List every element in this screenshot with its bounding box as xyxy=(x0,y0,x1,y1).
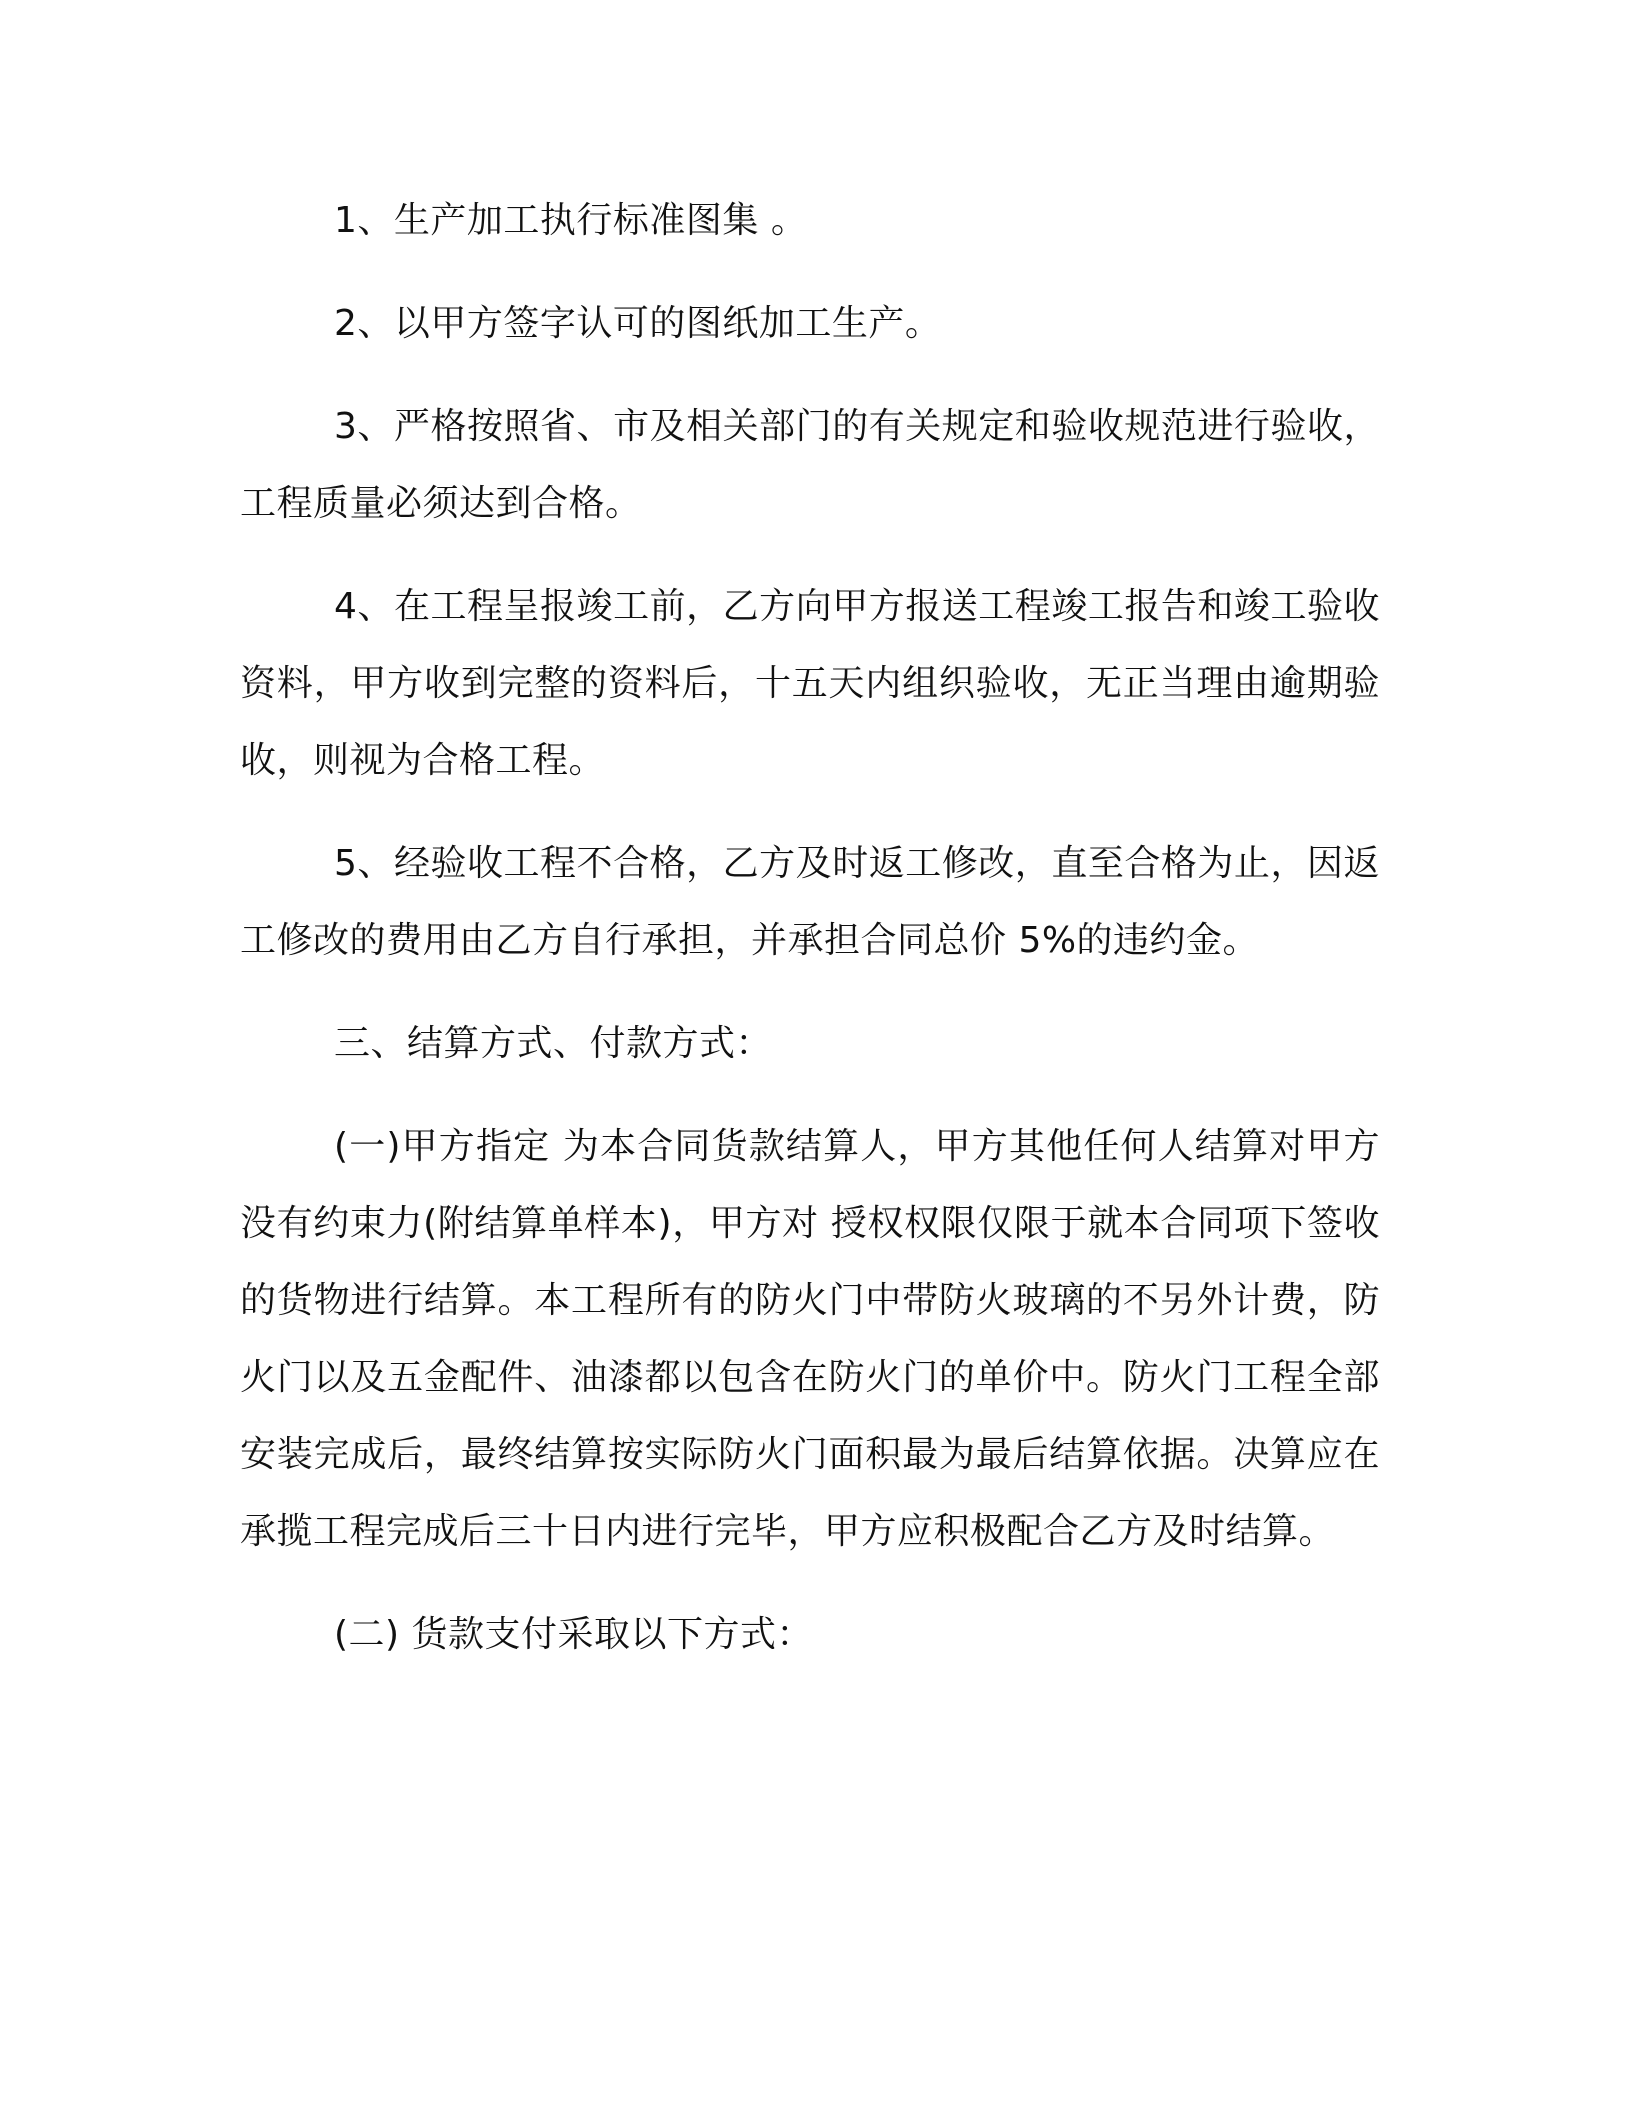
paragraph-item-4: 4、在工程呈报竣工前，乙方向甲方报送工程竣工报告和竣工验收资料，甲方收到完整的资料后，十五天内组织验收，无正当理由逾期验收，则视为合格工程。 xyxy=(240,586,1380,781)
paragraph-item-5: 5、经验收工程不合格，乙方及时返工修改，直至合格为止，因返工修改的费用由乙方自行承担，并承担合同总价 5%的违约金。 xyxy=(240,843,1380,961)
paragraph-item-2: 2、以甲方签字认可的图纸加工生产。 xyxy=(334,303,942,344)
paragraph-item-1: 1、生产加工执行标准图集 。 xyxy=(334,200,808,241)
document-body xyxy=(240,182,1380,1699)
section-heading-settlement: 三、结算方式、付款方式： xyxy=(334,1023,773,1064)
clause-payment-method: (二) 货款支付采取以下方式： xyxy=(334,1614,814,1655)
paragraph-item-3: 3、严格按照省、市及相关部门的有关规定和验收规范进行验收，工程质量必须达到合格。 xyxy=(240,406,1380,524)
clause-settlement-person: (一)甲方指定 为本合同货款结算人，甲方其他任何人结算对甲方没有约束力(附结算单样本)，甲方对 授权权限仅限于就本合同项下签收的货物进行结算。本工程所有的防火门中带防火玻璃的不另外计费，防火门以及五金配件、油漆都以包含在防火门的单价中。防火门工程全部安装完成后，最终结算按实际防火门面积最为最后结算依据。决算应在承揽工程完成后三十日内进行完毕，甲方应积极配合乙方及时结算。 xyxy=(240,1126,1380,1552)
